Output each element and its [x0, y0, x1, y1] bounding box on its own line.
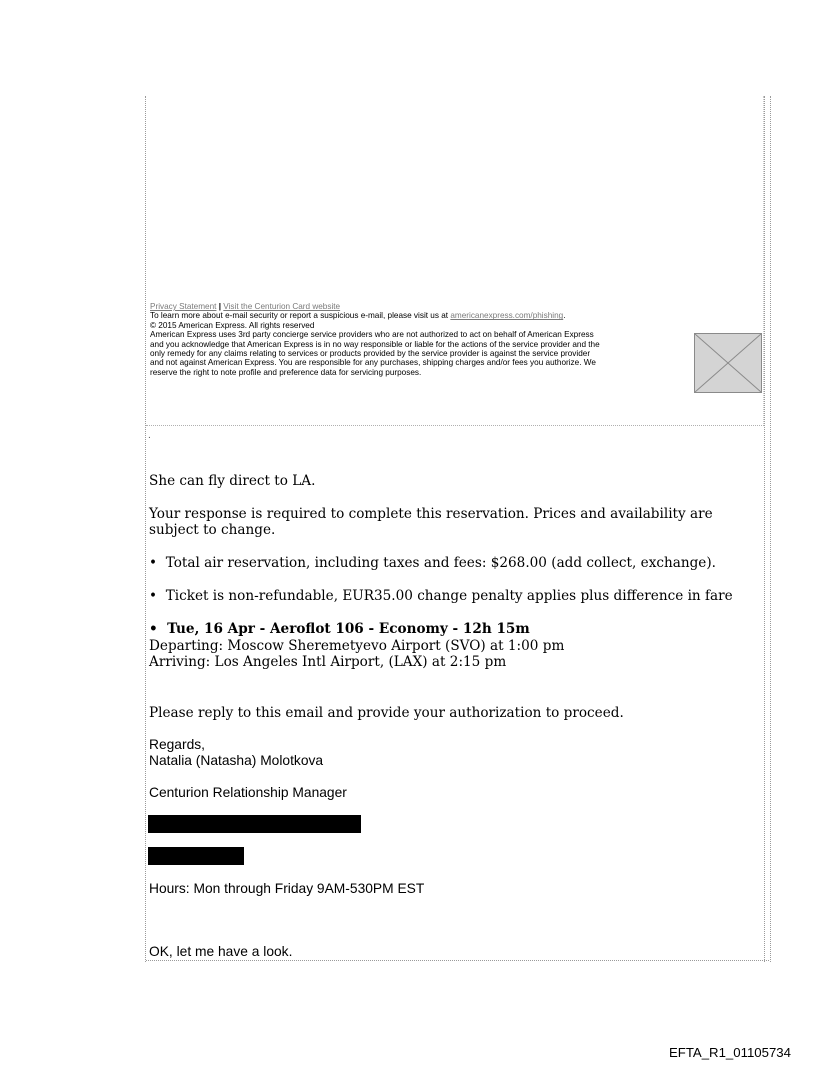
disclaimer-line: only remedy for any claims relating to services or products provided by the service provider is against the service provider: [150, 349, 591, 359]
response-required-text: Your response is required to complete this reservation. Prices and availability are subject to change.: [149, 506, 713, 538]
flight-departing: Departing: Moscow Sheremetyevo Airport (SVO) at 1:00 pm: [149, 638, 565, 654]
office-hours: Hours: Mon through Friday 9AM-530PM EST: [149, 881, 425, 896]
redaction-block: [148, 847, 244, 865]
bullet-total-price: [149, 555, 749, 571]
reply-text: OK, let me have a look.: [149, 944, 293, 959]
message-frame-left-border: [145, 96, 147, 962]
disclaimer-line: and you acknowledge that American Express is in no way responsible or liable for the actions of the service provider and the: [150, 339, 600, 349]
redaction-block: [148, 815, 361, 833]
disclaimer-line: American Express uses 3rd party concierge service providers who are not authorized to act on behalf of American Express: [150, 330, 594, 340]
message-frame-right-border: [764, 96, 771, 962]
bullet-glyph: •: [149, 621, 158, 637]
bates-number: EFTA_R1_01105734: [669, 1045, 791, 1060]
privacy-statement-link[interactable]: Privacy Statement: [150, 302, 217, 311]
amex-email-footer: [150, 302, 690, 377]
sender-name: Natalia (Natasha) Molotkova: [149, 753, 324, 768]
phishing-link[interactable]: americanexpress.com/phishing: [450, 311, 564, 321]
reply-request: Please reply to this email and provide your authorization to proceed.: [149, 705, 624, 721]
broken-image-icon: [695, 334, 761, 392]
bullet-glyph: •: [149, 555, 158, 571]
message-intro: She can fly direct to LA.: [149, 473, 316, 489]
bullet-ticket-terms: [149, 588, 749, 604]
footer-frame-inner-border: [763, 96, 764, 426]
bullet-glyph: •: [149, 588, 158, 604]
centurion-website-link[interactable]: Visit the Centurion Card website: [223, 302, 341, 311]
security-notice: [150, 311, 690, 320]
disclaimer-line: reserve the right to note profile and preference data for servicing purposes.: [150, 367, 422, 377]
footer-links: [150, 302, 690, 311]
flight-arriving: Arriving: Los Angeles Intl Airport, (LAX) at 2:15 pm: [149, 654, 507, 670]
bullet-total-price-text: Total air reservation, including taxes and fees: $268.00 (add collect, exchange).: [165, 555, 716, 571]
bullet-ticket-terms-text: Ticket is non-refundable, EUR35.00 change penalty applies plus difference in fare: [165, 588, 733, 604]
sender-title: Centurion Relationship Manager: [149, 785, 347, 800]
regards-text: Regards,: [149, 737, 205, 752]
disclaimer-line: and not against American Express. You are responsible for any purchases, shipping charges and/or fees you authorize. We: [150, 358, 596, 368]
security-notice-text: To learn more about e-mail security or report a suspicious e-mail, please visit us at: [150, 311, 451, 321]
footer-divider: [146, 425, 764, 426]
flight-heading-text: Tue, 16 Apr - Aeroflot 106 - Economy - 12h 15m: [167, 621, 530, 637]
security-notice-suffix: .: [563, 311, 566, 321]
footer-link-separator: |: [218, 302, 222, 311]
copyright-text: © 2015 American Express. All rights reserved: [150, 320, 315, 330]
broken-image-placeholder: [694, 333, 762, 393]
separator-dot: .: [148, 430, 151, 441]
flight-heading: [149, 621, 530, 637]
message-bottom-border: [146, 960, 769, 961]
